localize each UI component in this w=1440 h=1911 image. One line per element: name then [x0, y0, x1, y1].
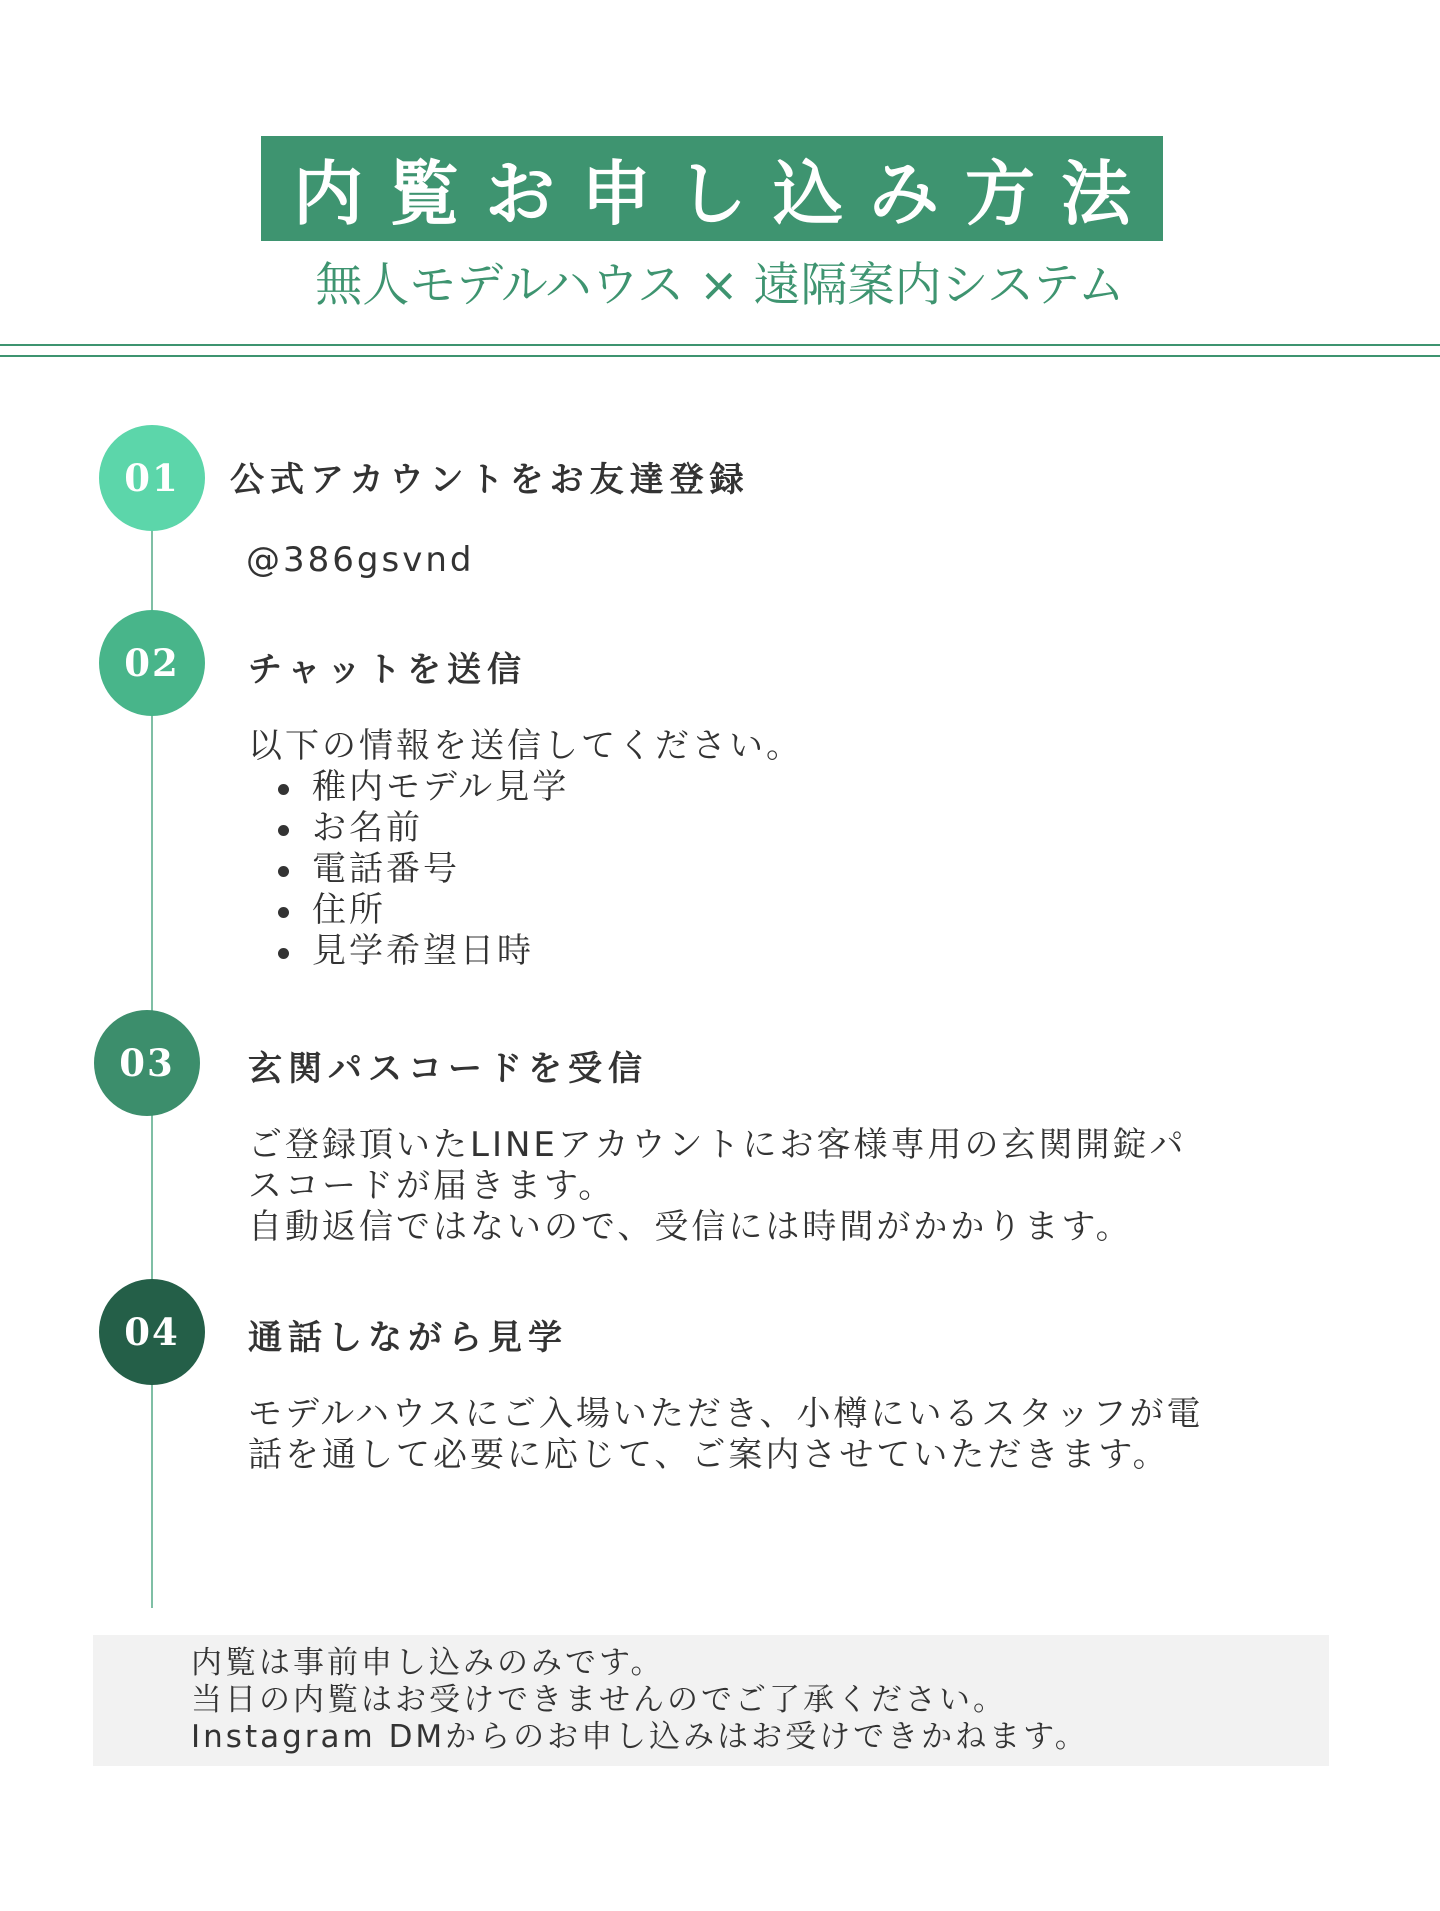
- step-3-title: 玄関パスコードを受信: [248, 1049, 648, 1089]
- step-2-body: [248, 726, 1348, 972]
- header-divider-top: [0, 344, 1440, 346]
- step-3-number-badge: 03: [94, 1010, 200, 1116]
- title-banner: [261, 136, 1163, 241]
- notice-box: [93, 1635, 1329, 1766]
- header-divider-bottom: [0, 355, 1440, 357]
- step-3-body: [248, 1125, 1348, 1248]
- step-3-line: ご登録頂いたLINEアカウントにお客様専用の玄関開錠パ: [248, 1125, 1187, 1165]
- notice-line: 内覧は事前申し込みのみです。: [191, 1645, 665, 1681]
- step-4-line: 話を通して必要に応じて、ご案内させていただきます。: [248, 1435, 1170, 1475]
- list-item: 電話番号: [312, 849, 1348, 890]
- notice-line: Instagram DMからのお申し込みはお受けできかねます。: [191, 1719, 1089, 1755]
- step-3-line: スコードが届きます。: [248, 1166, 616, 1206]
- step-2-intro: 以下の情報を送信してください。: [248, 726, 803, 766]
- step-4-number-badge: 04: [99, 1279, 205, 1385]
- list-item: お名前: [312, 808, 1348, 849]
- line-account-id: @386gsvnd: [246, 540, 475, 580]
- step-1-number-badge: 01: [99, 425, 205, 531]
- step-4-line: モデルハウスにご入場いただき、小樽にいるスタッフが電: [248, 1394, 1204, 1434]
- page-title: 内覧お申し込み方法: [293, 153, 1157, 235]
- notice-line: 当日の内覧はお受けできませんのでご了承ください。: [191, 1682, 1007, 1718]
- step-3-line: 自動返信ではないので、受信には時間がかかります。: [248, 1207, 1133, 1247]
- list-item: 住所: [312, 890, 1348, 931]
- step-1-body: [246, 540, 1346, 581]
- notice-text: [191, 1645, 1089, 1756]
- required-info-list: [248, 767, 1348, 972]
- list-item: 見学希望日時: [312, 931, 1348, 972]
- step-1-title: 公式アカウントをお友達登録: [230, 460, 750, 500]
- step-2-title: チャットを送信: [248, 650, 527, 690]
- step-4-body: [248, 1394, 1348, 1476]
- step-4-title: 通話しながら見学: [248, 1318, 568, 1358]
- list-item: 稚内モデル見学: [312, 767, 1348, 808]
- step-2-number-badge: 02: [99, 610, 205, 716]
- page-subtitle: 無人モデルハウス × 遠隔案内システム: [315, 258, 1125, 313]
